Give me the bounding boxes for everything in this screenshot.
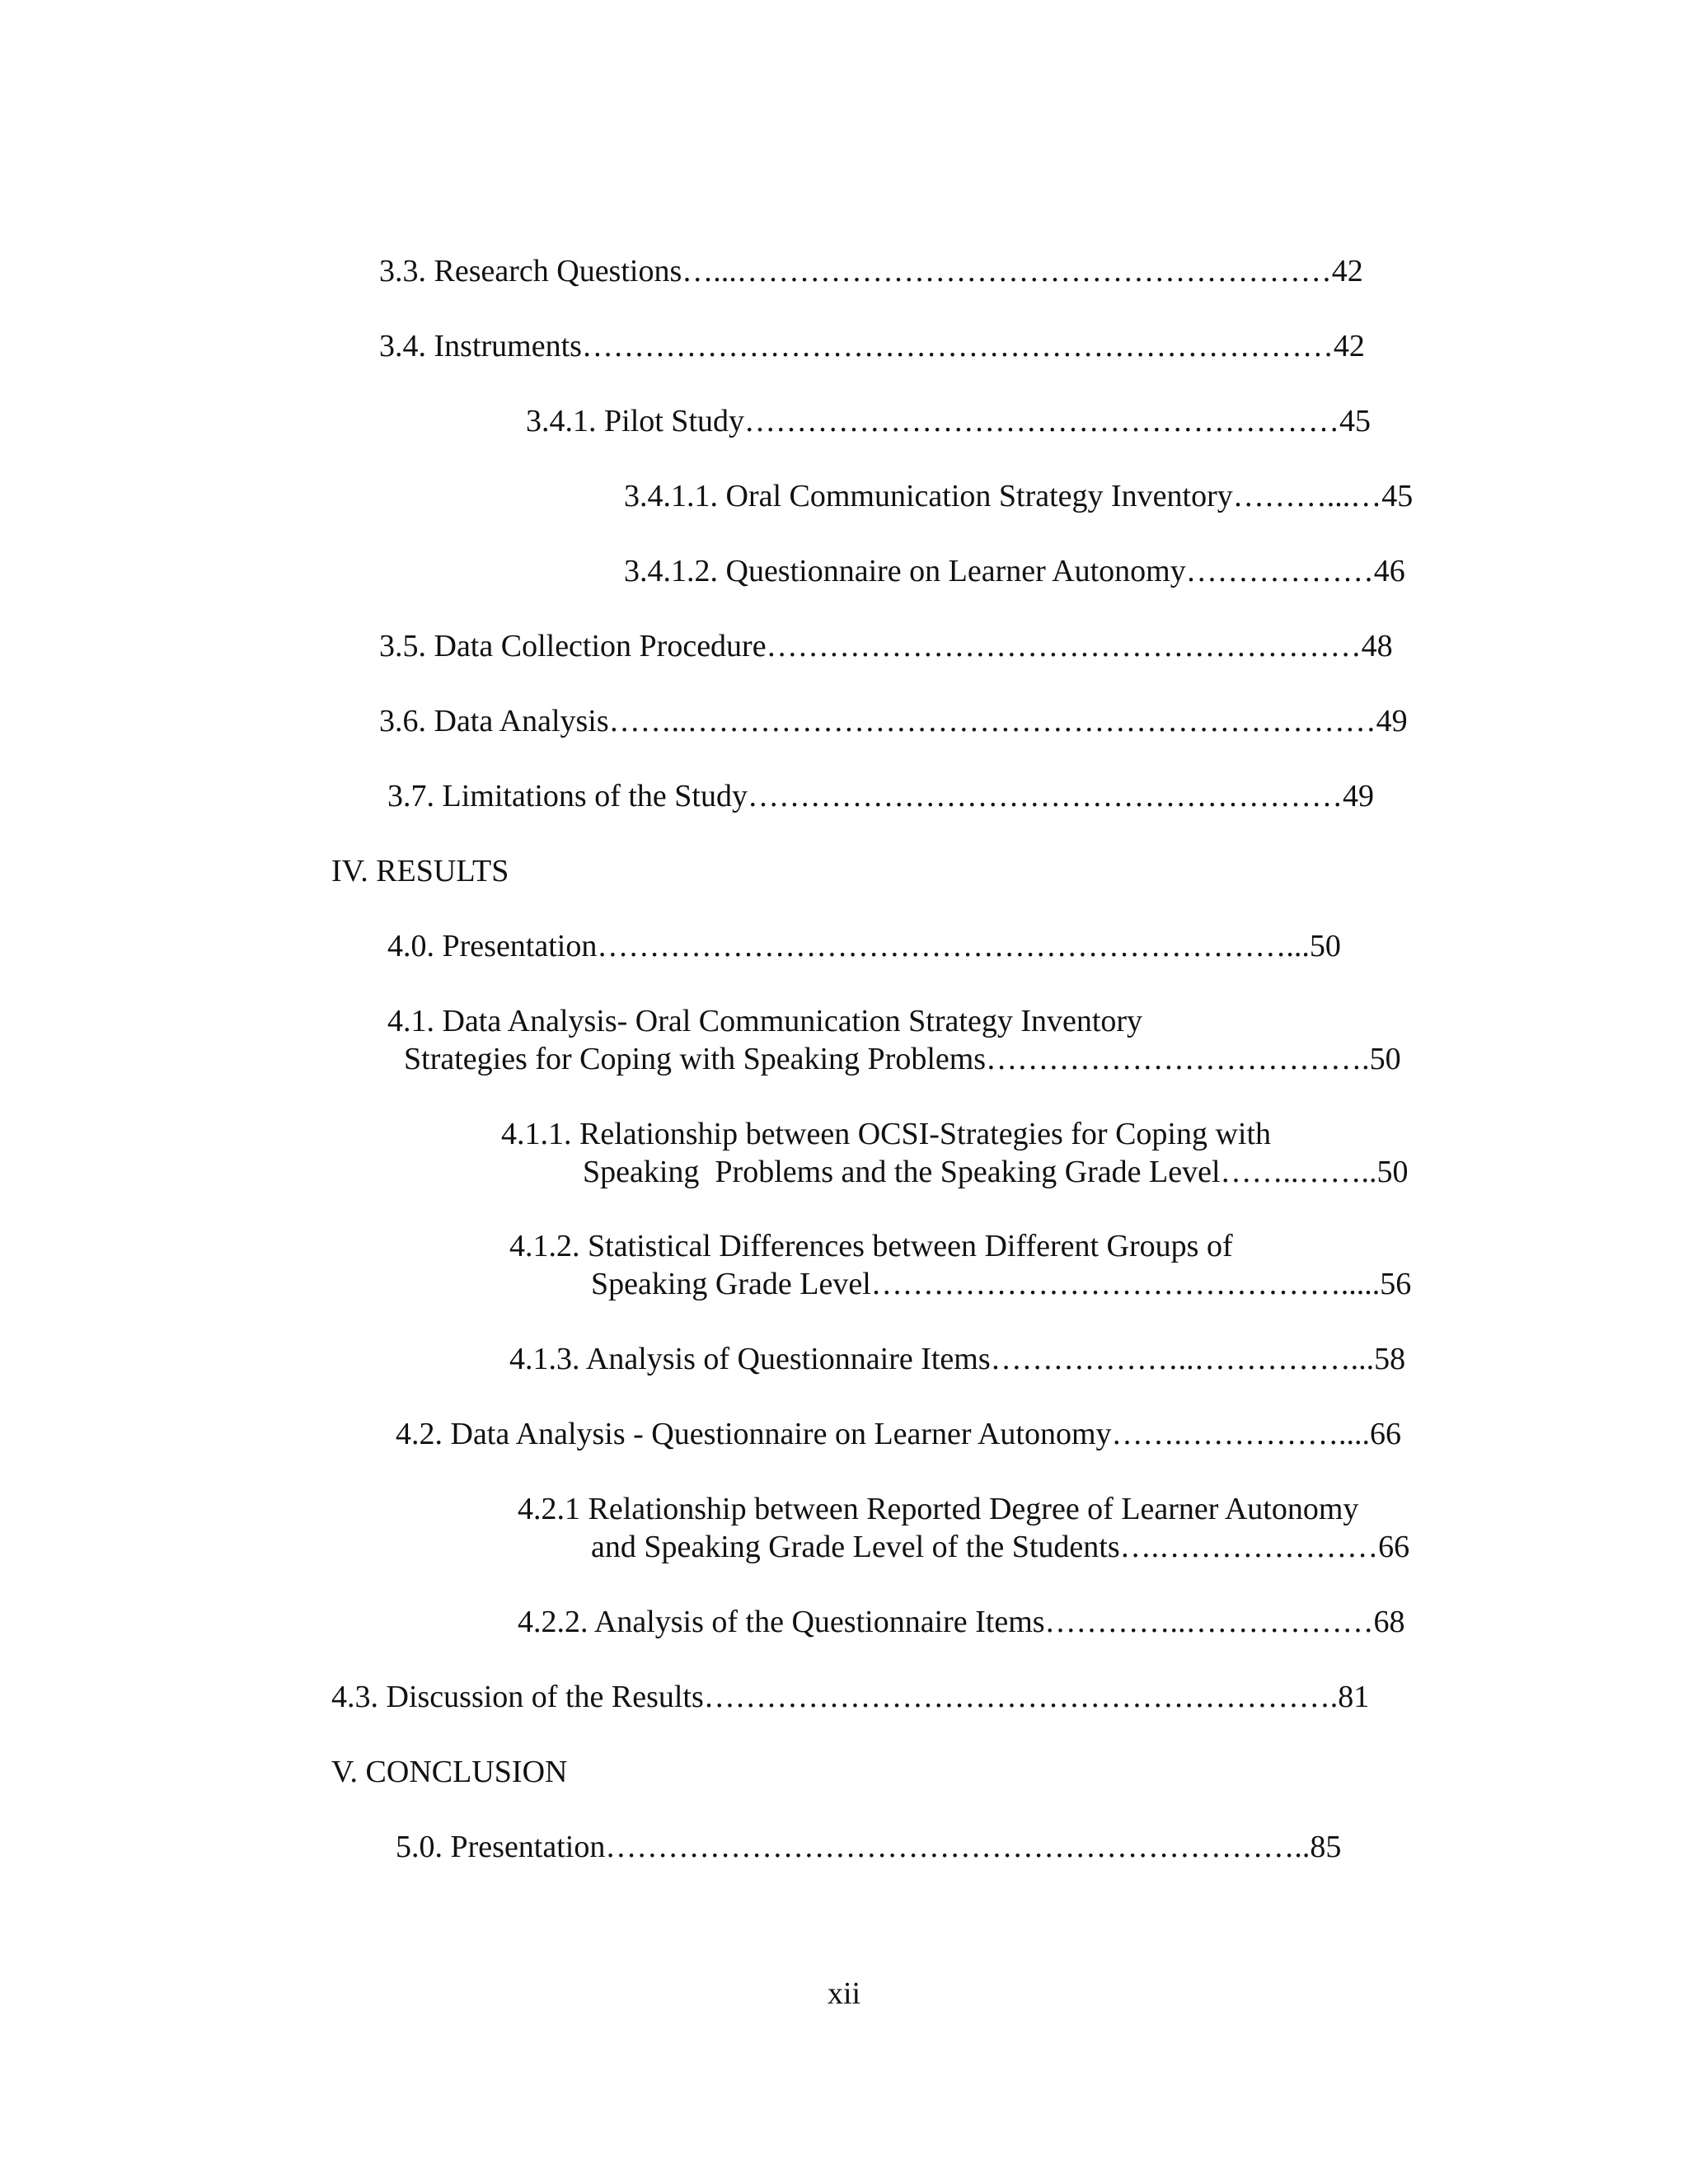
toc-entry-instruments: 3.4. Instruments………………………………………………………………42	[379, 329, 1365, 363]
toc-entry-relationship-autonomy-cont: and Speaking Grade Level of the Students….…………………66	[591, 1530, 1410, 1564]
toc-entry-relationship-ocsi: 4.1.1. Relationship between OCSI-Strategies for Coping with	[501, 1117, 1272, 1151]
toc-entry-data-analysis: 3.6. Data Analysis……..…………………………………………………………49	[379, 704, 1408, 738]
toc-entry-statistical-differences-cont: Speaking Grade Level……………………………………….....56	[591, 1267, 1412, 1301]
toc-entry-data-analysis-ocsi-cont: Strategies for Coping with Speaking Problems……………………………….50	[404, 1042, 1401, 1076]
page-number: xii	[827, 1976, 861, 2011]
toc-entry-questionnaire-learner-autonomy: 3.4.1.2. Questionnaire on Learner Autonomy………………46	[624, 554, 1405, 588]
toc-entry-pilot-study: 3.4.1. Pilot Study…………………………………………………45	[526, 404, 1371, 438]
toc-entry-limitations: 3.7. Limitations of the Study…………………………………………………49	[387, 779, 1374, 813]
section-heading-conclusion: V. CONCLUSION	[331, 1755, 568, 1789]
section-heading-results: IV. RESULTS	[331, 854, 509, 888]
toc-entry-analysis-of-questionnaire: 4.2.2. Analysis of the Questionnaire Items…………..………………68	[518, 1605, 1405, 1639]
toc-entry-statistical-differences: 4.1.2. Statistical Differences between Different Groups of	[509, 1229, 1233, 1263]
toc-entry-data-analysis-autonomy: 4.2. Data Analysis - Questionnaire on Learner Autonomy…….……………....66	[396, 1417, 1402, 1451]
toc-entry-discussion: 4.3. Discussion of the Results…………………………………………………….81	[331, 1680, 1370, 1714]
toc-entry-presentation-5: 5.0. Presentation…………………………………………………………..85	[396, 1830, 1342, 1864]
toc-entry-relationship-autonomy: 4.2.1 Relationship between Reported Degree of Learner Autonomy	[518, 1492, 1359, 1526]
toc-entry-ocsi: 3.4.1.1. Oral Communication Strategy Inventory………...…45	[624, 479, 1414, 513]
toc-entry-analysis-questionnaire-items: 4.1.3. Analysis of Questionnaire Items………………..……………...58	[509, 1342, 1406, 1376]
toc-entry-relationship-ocsi-cont: Speaking Problems and the Speaking Grade Level……..……..50	[583, 1155, 1409, 1189]
toc-entry-presentation-4: 4.0. Presentation…………………………………………………………...50	[387, 929, 1341, 963]
toc-entry-research-questions: 3.3. Research Questions…...…………………………………………………42	[379, 254, 1363, 288]
toc-entry-data-collection: 3.5. Data Collection Procedure…………………………………………………48	[379, 629, 1393, 663]
toc-entry-data-analysis-ocsi: 4.1. Data Analysis- Oral Communication Strategy Inventory	[387, 1004, 1143, 1038]
